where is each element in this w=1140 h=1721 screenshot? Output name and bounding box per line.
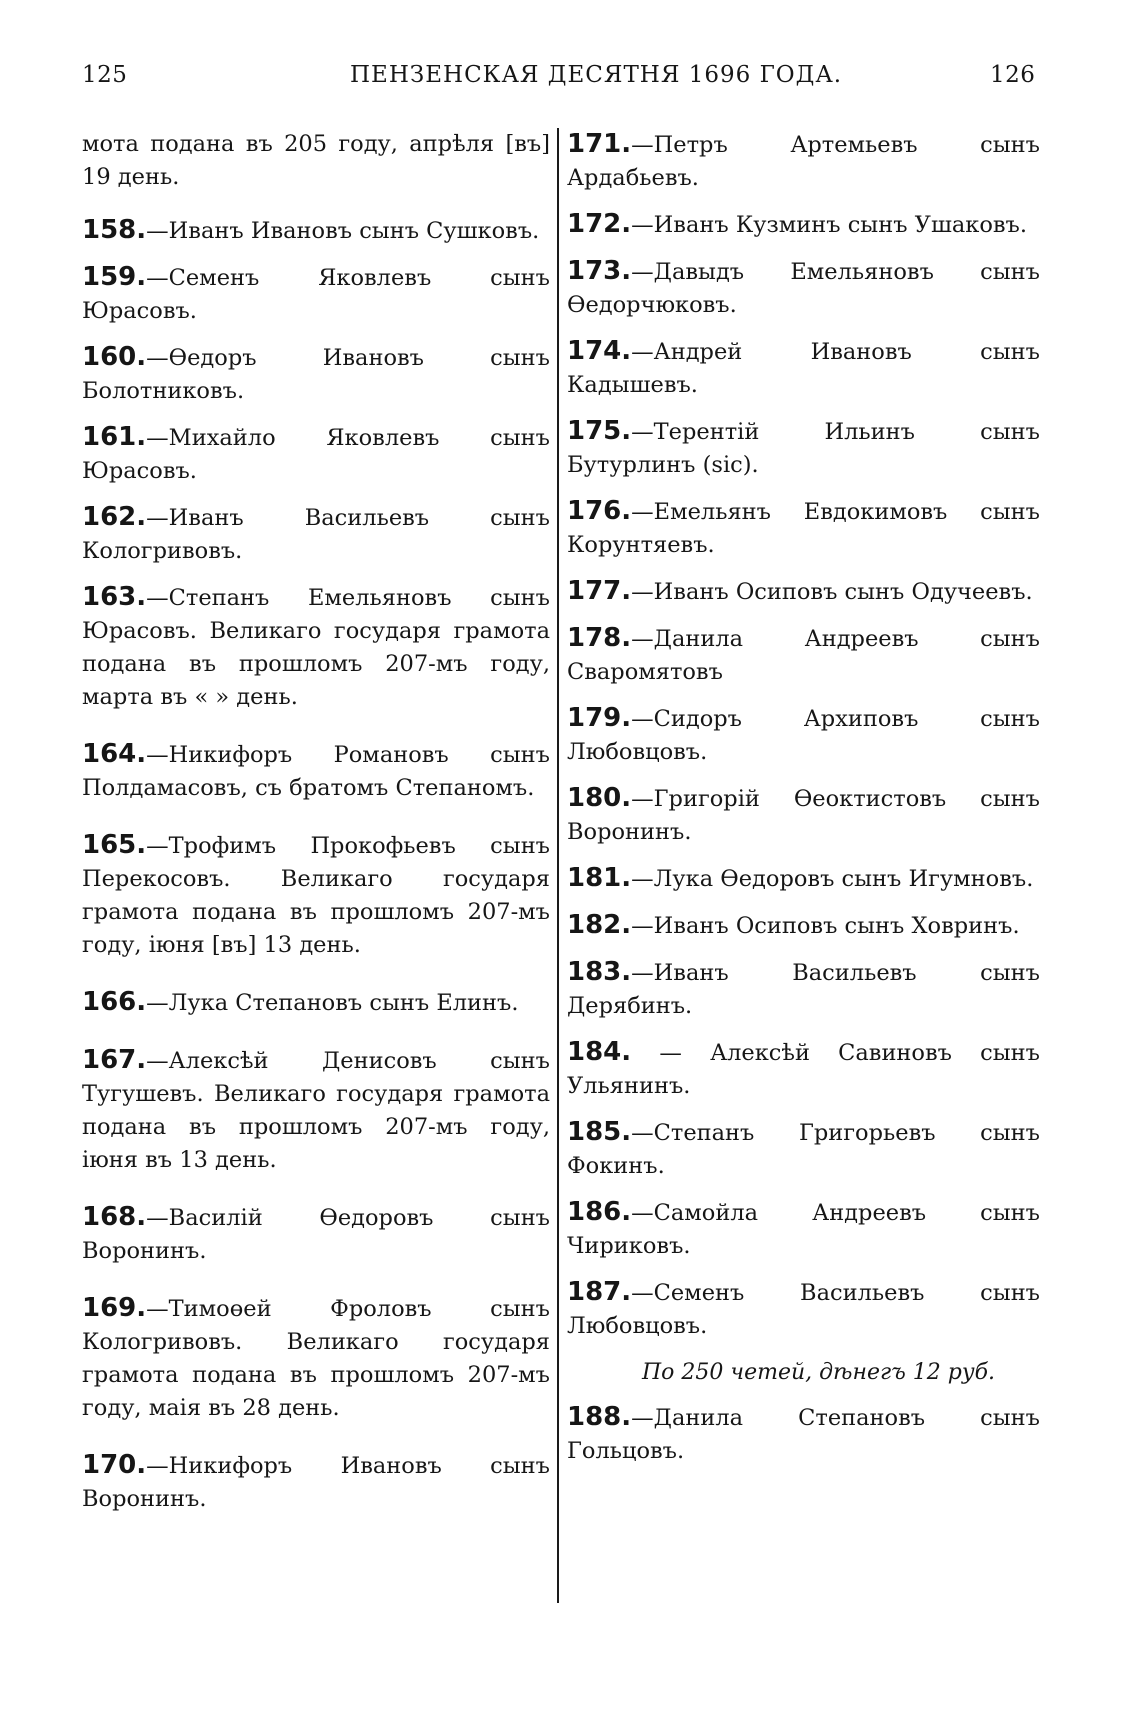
- register-entry: [82, 829, 550, 962]
- entry-number: 182.: [567, 910, 632, 940]
- page-number-right: 126: [990, 62, 1036, 88]
- entry-dash: —: [631, 499, 654, 525]
- entry-name: Сидоръ Архиповъ сынъ Любовцовъ.: [567, 706, 1040, 765]
- entry-dash: —: [631, 960, 654, 986]
- entry-number: 167.: [82, 1045, 147, 1075]
- entry-name: Никифоръ Романовъ сынъ Полдамасовъ, съ братомъ Степаномъ.: [82, 742, 550, 801]
- register-entry: [567, 1276, 1040, 1343]
- entry-name: Иванъ Ивановъ сынъ Сушковъ.: [168, 218, 540, 244]
- entry-number: 179.: [567, 703, 632, 733]
- running-title: ПЕНЗЕНСКАЯ ДЕСЯТНЯ 1696 ГОДА.: [350, 62, 843, 88]
- register-entry: [567, 862, 1040, 896]
- entry-number: 169.: [82, 1293, 147, 1323]
- entry-name: Иванъ Кузминъ сынъ Ушаковъ.: [653, 212, 1028, 238]
- entry-number: 181.: [567, 863, 632, 893]
- entry-dash: —: [631, 706, 654, 732]
- register-entry: [82, 261, 550, 328]
- entry-number: 171.: [567, 129, 632, 159]
- entry-name: Василій Өедоровъ сынъ Воронинъ.: [82, 1205, 550, 1264]
- entry-dash: —: [146, 1453, 169, 1479]
- entry-dash: —: [631, 419, 654, 445]
- column-divider: [557, 128, 559, 1603]
- entry-note: Великаго государя грамота подана въ прошломъ 207-мъ году, маія въ 28 день.: [82, 1329, 550, 1421]
- entry-dash: —: [631, 866, 654, 892]
- entry-number: 160.: [82, 342, 147, 372]
- entry-name: Иванъ Васильевъ сынъ Дерябинъ.: [567, 960, 1040, 1019]
- entry-dash: —: [631, 259, 654, 285]
- left-entry-list: [82, 214, 550, 1516]
- register-entry: [567, 208, 1040, 242]
- entry-name: Лука Степановъ сынъ Елинъ.: [168, 990, 519, 1016]
- entry-number: 162.: [82, 502, 147, 532]
- register-entry: [567, 1116, 1040, 1183]
- entry-number: 174.: [567, 336, 632, 366]
- register-entry: [82, 1449, 550, 1516]
- entry-name: Самойла Андреевъ сынъ Чириковъ.: [567, 1200, 1040, 1259]
- register-entry: [567, 335, 1040, 402]
- page-number-left: 125: [82, 62, 128, 88]
- entry-name: Иванъ Васильевъ сынъ Кологривовъ.: [82, 505, 550, 564]
- right-after-section-list: [567, 1401, 1040, 1468]
- entry-dash: —: [631, 1200, 654, 1226]
- entry-number: 184.: [567, 1037, 632, 1067]
- entry-number: 170.: [82, 1450, 147, 1480]
- entry-name: Семенъ Васильевъ сынъ Любовцовъ.: [567, 1280, 1040, 1339]
- entry-number: 175.: [567, 416, 632, 446]
- entry-dash: —: [631, 1120, 654, 1146]
- entry-name: Алексѣй Савиновъ сынъ Ульянинъ.: [567, 1040, 1040, 1099]
- entry-number: 180.: [567, 783, 632, 813]
- entry-name: Емельянъ Евдокимовъ сынъ Корунтяевъ.: [567, 499, 1040, 558]
- register-entry: [82, 421, 550, 488]
- entry-number: 173.: [567, 256, 632, 286]
- register-entry: [567, 495, 1040, 562]
- continuation-text: мота подана въ 205 году, апрѣля [въ] 19 день.: [82, 131, 550, 190]
- entry-note: Великаго государя грамота подана въ прошломъ 207-мъ году, іюня [въ] 13 день.: [82, 866, 550, 958]
- section-heading: По 250 четей, дѣнегъ 12 руб.: [641, 1360, 996, 1385]
- entry-name: Өедоръ Ивановъ сынъ Болотниковъ.: [82, 345, 550, 404]
- entry-dash: —: [631, 132, 654, 158]
- entry-dash: —: [146, 742, 169, 768]
- right-entry-list: [567, 128, 1040, 1343]
- entry-dash: —: [146, 218, 169, 244]
- register-entry: [82, 341, 550, 408]
- entry-name: Степанъ Григорьевъ сынъ Фокинъ.: [567, 1120, 1040, 1179]
- register-entry: [567, 1401, 1040, 1468]
- entry-note: Великаго государя грамота подана въ прошломъ 207-мъ году, іюня въ 13 день.: [82, 1081, 551, 1173]
- entry-number: 172.: [567, 209, 632, 239]
- register-entry: [82, 1201, 550, 1268]
- register-entry: [567, 622, 1040, 689]
- entry-number: 165.: [82, 830, 147, 860]
- entry-dash: —: [146, 990, 169, 1016]
- entry-name: Иванъ Осиповъ сынъ Ховринъ.: [653, 913, 1020, 939]
- entry-dash: —: [146, 585, 169, 611]
- entry-name: Трофимъ Прокофьевъ сынъ Перекосовъ.: [82, 833, 550, 892]
- entry-dash: —: [631, 1280, 654, 1306]
- register-entry: [567, 415, 1040, 482]
- entry-dash: —: [631, 626, 654, 652]
- entry-name: Данила Андреевъ сынъ Сваромятовъ: [567, 626, 1040, 685]
- entry-name: Петръ Артемьевъ сынъ Ардабьевъ.: [567, 132, 1040, 191]
- register-entry: [567, 575, 1040, 609]
- register-entry: [82, 738, 550, 805]
- entry-name: Тимоөей Фроловъ сынъ Кологривовъ.: [82, 1296, 550, 1355]
- entry-dash: —: [631, 339, 654, 365]
- entry-name: Степанъ Емельяновъ сынъ Юрасовъ.: [82, 585, 550, 644]
- entry-name: Алексѣй Денисовъ сынъ Тугушевъ.: [82, 1048, 550, 1107]
- entry-dash: —: [146, 1048, 169, 1074]
- entry-number: 176.: [567, 496, 632, 526]
- entry-name: Давыдъ Емельяновъ сынъ Өедорчюковъ.: [567, 259, 1040, 318]
- entry-number: 158.: [82, 215, 147, 245]
- entry-number: 166.: [82, 987, 147, 1017]
- entry-number: 164.: [82, 739, 147, 769]
- entry-dash: —: [146, 345, 169, 371]
- entry-number: 183.: [567, 957, 632, 987]
- register-entry: [567, 128, 1040, 195]
- entry-number: 178.: [567, 623, 632, 653]
- entry-dash: —: [146, 833, 169, 859]
- entry-dash: —: [631, 579, 654, 605]
- entry-name: Иванъ Осиповъ сынъ Одучеевъ.: [653, 579, 1033, 605]
- entry-number: 187.: [567, 1277, 632, 1307]
- entry-name: Терентій Ильинъ сынъ Бутурлинъ (sic).: [567, 419, 1040, 478]
- entry-number: 188.: [567, 1402, 632, 1432]
- entry-dash: —: [146, 265, 169, 291]
- entry-number: 177.: [567, 576, 632, 606]
- entry-name: Андрей Ивановъ сынъ Кадышевъ.: [567, 339, 1040, 398]
- register-entry: [82, 986, 550, 1020]
- register-entry: [82, 501, 550, 568]
- entry-number: 185.: [567, 1117, 632, 1147]
- entry-name: Данила Степановъ сынъ Гольцовъ.: [567, 1405, 1040, 1464]
- entry-number: 168.: [82, 1202, 147, 1232]
- register-entry: [82, 1292, 550, 1425]
- register-entry: [567, 1196, 1040, 1263]
- register-entry: [567, 255, 1040, 322]
- register-entry: [82, 581, 550, 714]
- register-entry: [567, 1036, 1040, 1103]
- entry-dash: —: [631, 1040, 711, 1066]
- register-entry: [82, 1044, 550, 1177]
- entry-dash: —: [146, 505, 169, 531]
- entry-dash: —: [631, 212, 654, 238]
- entry-dash: —: [631, 786, 654, 812]
- entry-dash: —: [631, 913, 654, 939]
- entry-number: 163.: [82, 582, 147, 612]
- register-entry: [567, 782, 1040, 849]
- entry-name: Михайло Яковлевъ сынъ Юрасовъ.: [82, 425, 550, 484]
- right-column: [567, 128, 1040, 1481]
- register-entry: [567, 702, 1040, 769]
- entry-dash: —: [146, 425, 169, 451]
- entry-note: Великаго государя грамота подана въ прошломъ 207-мъ году, марта въ « » день.: [82, 618, 550, 710]
- entry-name: Лука Өедоровъ сынъ Игумновъ.: [653, 866, 1034, 892]
- entry-name: Никифоръ Ивановъ сынъ Воронинъ.: [82, 1453, 550, 1512]
- register-entry: [567, 909, 1040, 943]
- entry-name: Семенъ Яковлевъ сынъ Юрасовъ.: [82, 265, 550, 324]
- entry-name: Григорій Өеоктистовъ сынъ Воронинъ.: [567, 786, 1040, 845]
- entry-number: 159.: [82, 262, 147, 292]
- left-column: [82, 128, 550, 1529]
- register-entry: [567, 956, 1040, 1023]
- register-entry: [82, 214, 550, 248]
- entry-number: 161.: [82, 422, 147, 452]
- entry-number: 186.: [567, 1197, 632, 1227]
- entry-dash: —: [146, 1205, 169, 1231]
- entry-dash: —: [631, 1405, 654, 1431]
- entry-dash: —: [146, 1296, 169, 1322]
